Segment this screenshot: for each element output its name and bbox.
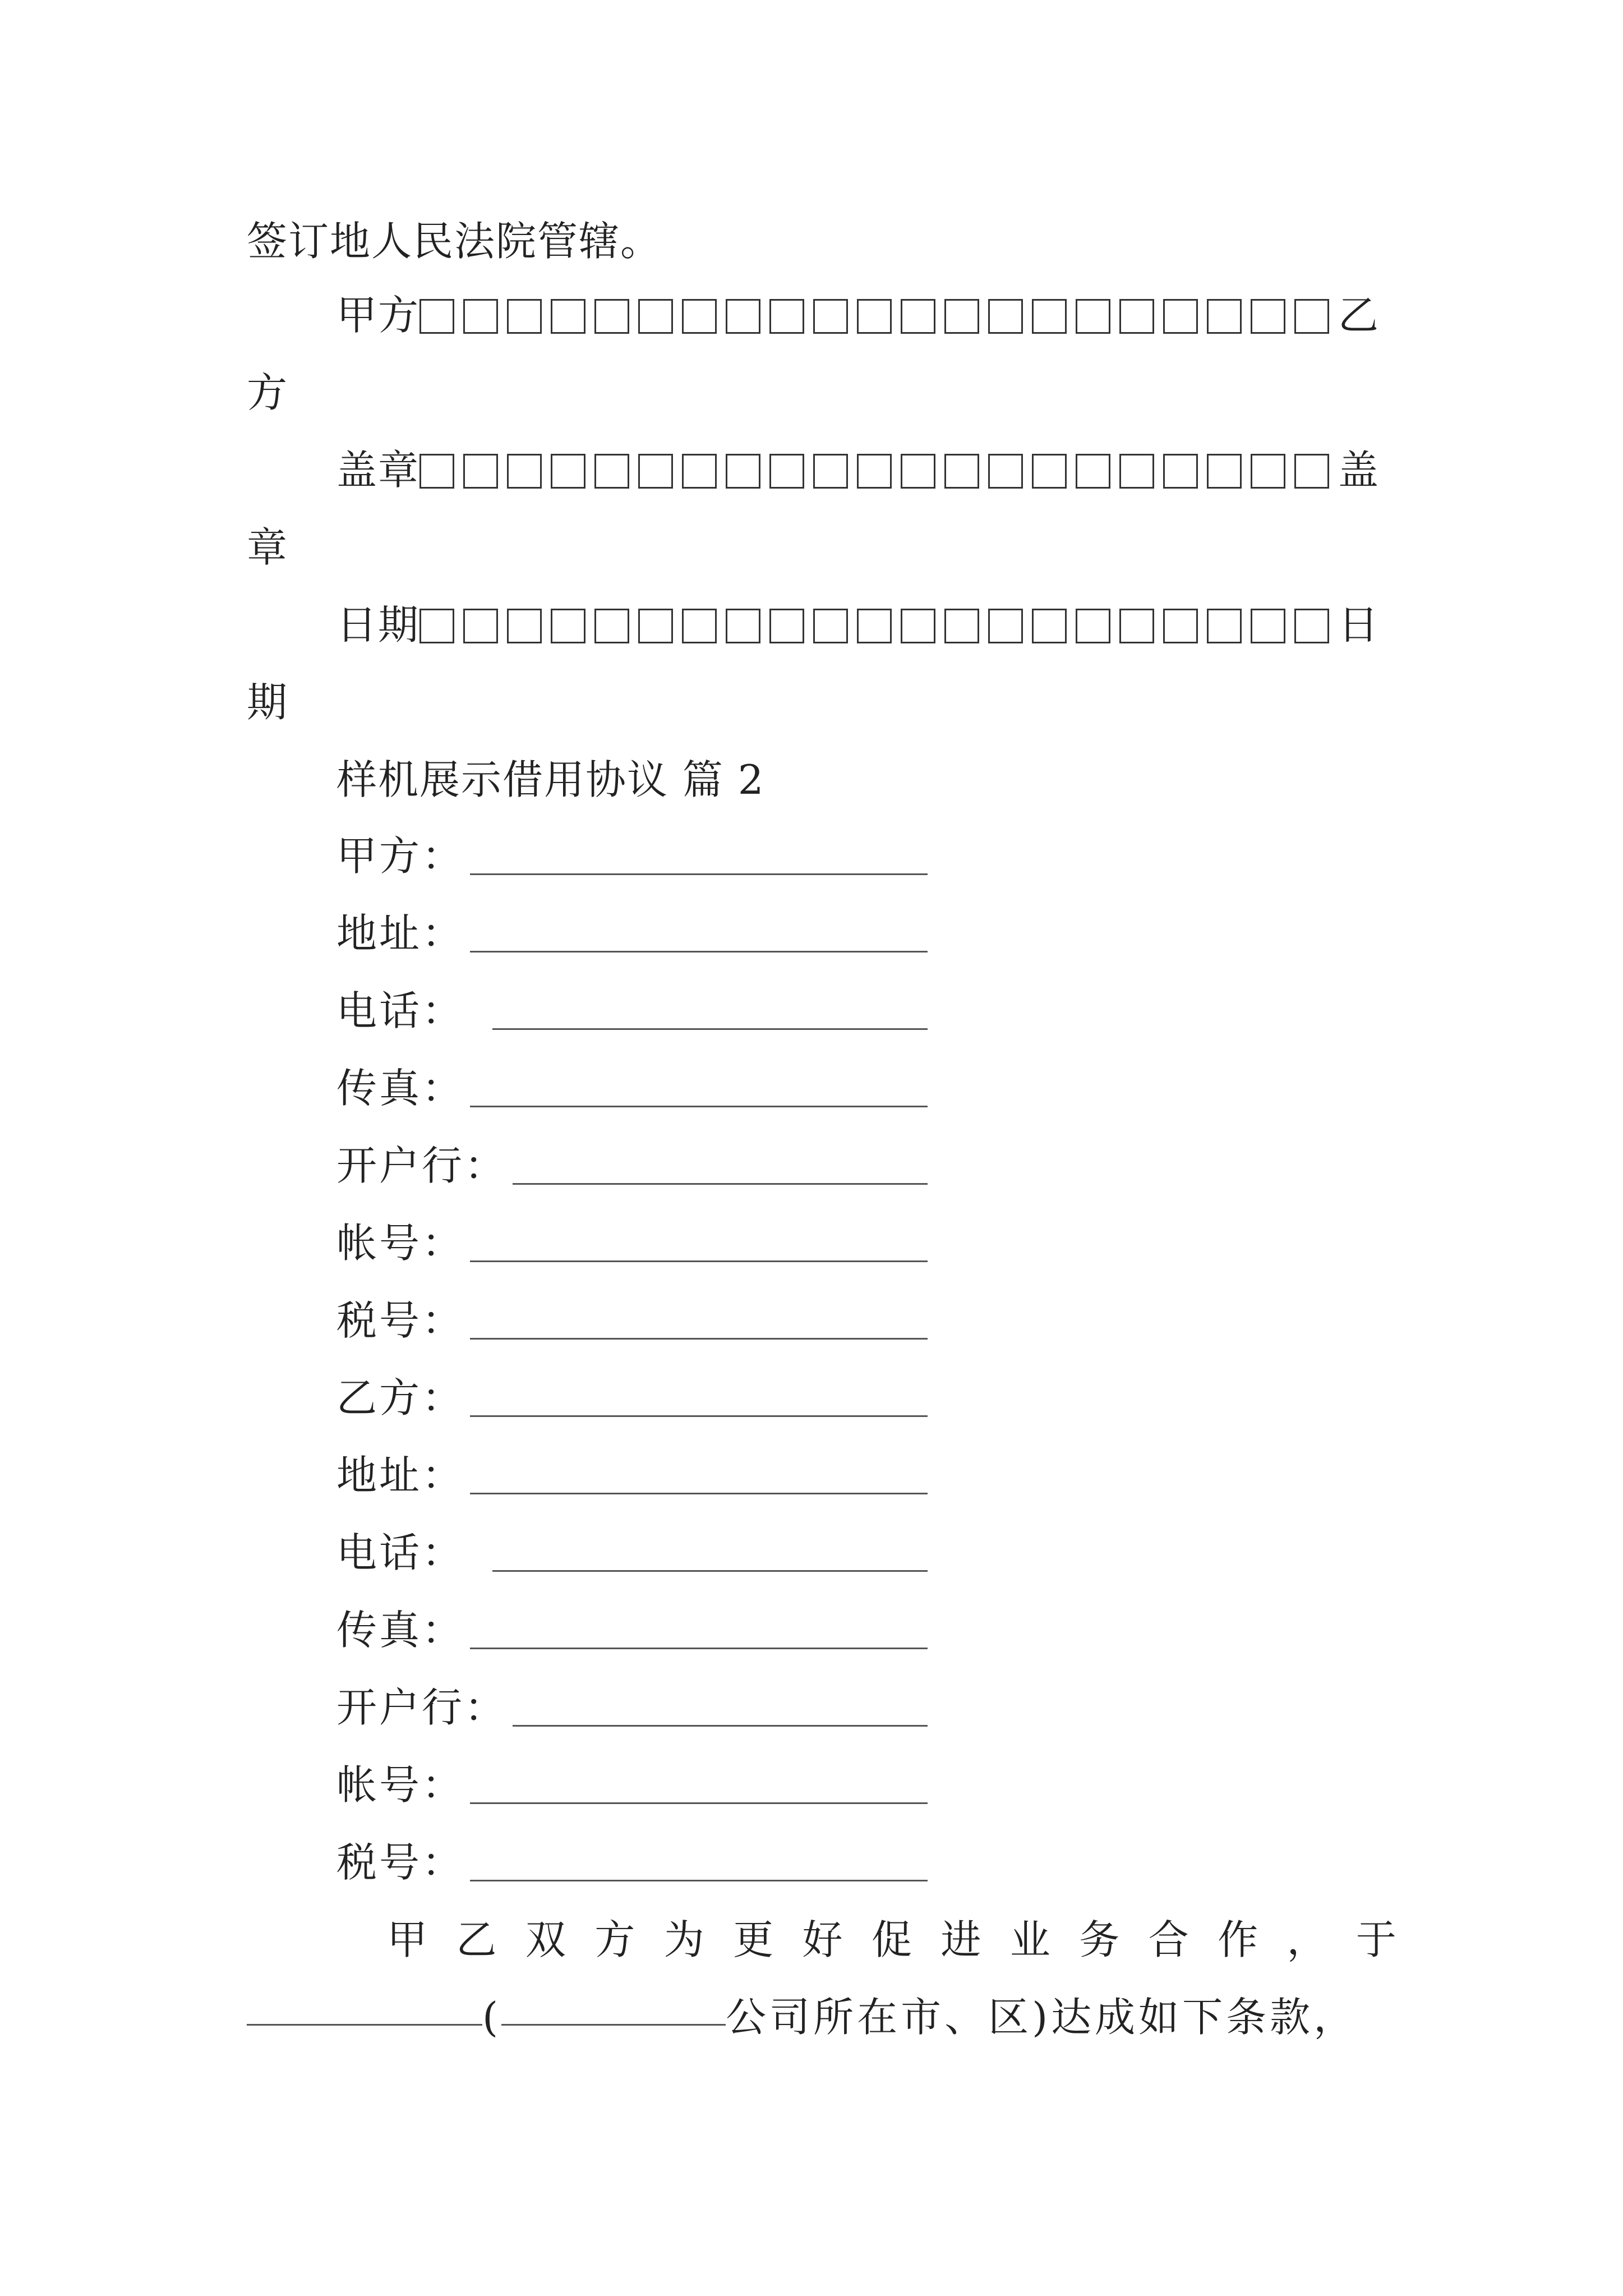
field-label: 甲方：	[336, 832, 465, 880]
field-label: 传真：	[336, 1065, 465, 1112]
seal-a-label: 盖章	[336, 447, 420, 494]
field-party-b	[336, 1371, 928, 1425]
field-label: 电话：	[336, 1529, 465, 1576]
seal-b-label-wrap: 章	[247, 524, 289, 571]
date-b-label-wrap: 期	[247, 679, 289, 726]
placeholder-boxes	[419, 598, 1338, 652]
placeholder-boxes	[419, 288, 1338, 342]
party-a-label: 甲方	[336, 292, 420, 339]
closing-paragraph-line-2	[247, 1990, 1357, 2044]
fill-in-blank	[470, 1260, 928, 1262]
field-account-a	[336, 1216, 928, 1270]
court-jurisdiction-line: 签订地人民法院管辖。	[247, 218, 662, 265]
closing-tail-text: 公司所在市、区)达成如下条款，	[726, 1994, 1358, 2041]
fill-in-blank	[492, 1028, 928, 1030]
field-label: 开户行：	[336, 1684, 508, 1731]
closing-char: 双	[525, 1916, 566, 1963]
closing-char: 好	[802, 1916, 843, 1963]
field-phone-b	[336, 1526, 928, 1580]
field-tax-b	[336, 1835, 928, 1889]
fill-in-blank	[470, 1648, 928, 1649]
date-b-label: 日	[1338, 601, 1380, 648]
field-phone-a	[336, 984, 928, 1038]
closing-char: 甲	[387, 1916, 428, 1963]
signature-row-seal	[336, 443, 1380, 497]
field-bank-b	[336, 1681, 928, 1734]
seal-b-label: 盖	[1338, 447, 1380, 494]
fill-in-blank	[470, 1493, 928, 1494]
signature-row-party	[336, 288, 1380, 342]
field-address-b	[336, 1448, 928, 1502]
fill-in-blank	[470, 1802, 928, 1804]
fill-in-blank	[470, 1338, 928, 1340]
field-label: 电话：	[336, 987, 465, 1034]
field-fax-b	[336, 1603, 928, 1657]
fill-in-blank	[470, 951, 928, 953]
closing-char: 更	[733, 1916, 774, 1963]
closing-char: 为	[663, 1916, 704, 1963]
section-title: 样机展示借用协议 篇 2	[336, 756, 765, 803]
fill-in-blank	[513, 1725, 928, 1727]
fill-in-blank	[492, 1570, 928, 1572]
field-bank-a	[336, 1139, 928, 1193]
closing-paragraph-line-1	[387, 1913, 1396, 1967]
closing-char: 乙	[456, 1916, 497, 1963]
closing-char: 于	[1355, 1916, 1396, 1963]
field-party-a	[336, 829, 928, 883]
field-label: 开户行：	[336, 1142, 508, 1189]
field-fax-a	[336, 1061, 928, 1115]
closing-char: 合	[1148, 1916, 1189, 1963]
field-label: 帐号：	[336, 1761, 465, 1809]
fill-in-blank	[470, 1880, 928, 1881]
field-label: 帐号：	[336, 1220, 465, 1267]
signature-row-date	[336, 598, 1380, 652]
closing-char: 促	[871, 1916, 912, 1963]
closing-char: 业	[1009, 1916, 1050, 1963]
fill-in-blank-date	[247, 2024, 482, 2026]
field-label: 税号：	[336, 1839, 465, 1886]
field-account-b	[336, 1758, 928, 1812]
party-b-label: 乙	[1338, 292, 1380, 339]
fill-in-blank	[470, 1106, 928, 1107]
fill-in-blank	[513, 1183, 928, 1185]
field-tax-a	[336, 1294, 928, 1347]
field-label: 乙方：	[336, 1374, 465, 1421]
paren-open: (	[482, 1994, 502, 2041]
field-label: 传真：	[336, 1607, 465, 1654]
closing-char: 进	[940, 1916, 981, 1963]
closing-char: 务	[1079, 1916, 1120, 1963]
placeholder-boxes	[419, 443, 1338, 497]
fill-in-blank-location	[501, 2024, 726, 2026]
date-a-label: 日期	[336, 601, 420, 648]
closing-char: 方	[594, 1916, 635, 1963]
closing-char: 作	[1218, 1916, 1258, 1963]
fill-in-blank	[470, 1415, 928, 1417]
closing-char: ，	[1287, 1916, 1327, 1963]
field-label: 税号：	[336, 1297, 465, 1344]
field-address-a	[336, 907, 928, 960]
party-b-label-wrap: 方	[247, 369, 289, 416]
fill-in-blank	[470, 873, 928, 875]
field-label: 地址：	[336, 910, 465, 957]
field-label: 地址：	[336, 1452, 465, 1499]
